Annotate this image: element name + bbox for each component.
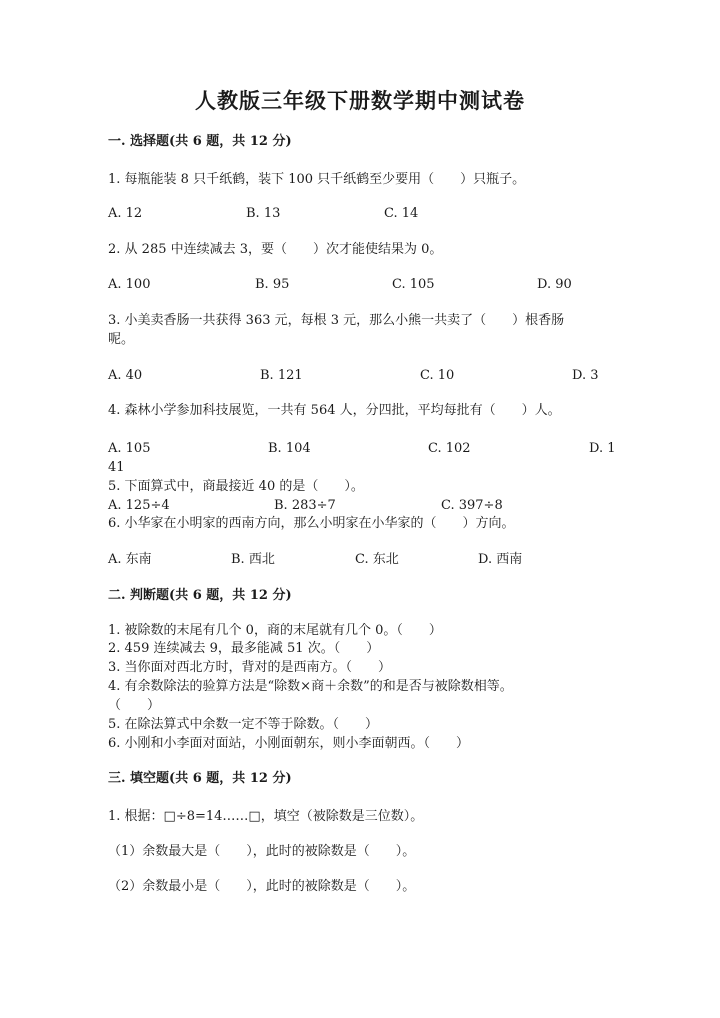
question-text: （1）余数最大是（ ），此时的被除数是（ ）。: [108, 844, 416, 859]
answer-bracket: （ ）: [108, 698, 161, 713]
option: C. 105: [392, 277, 435, 292]
option: B. 95: [255, 277, 290, 292]
question-text: 4. 森林小学参加科技展览，一共有 564 人，分四批，平均每批有（ ）人。: [108, 403, 561, 418]
option: A. 100: [108, 277, 151, 292]
option: C. 102: [428, 441, 471, 456]
question-text: （2）余数最小是（ ），此时的被除数是（ ）。: [108, 879, 416, 894]
option: D. 90: [537, 277, 572, 292]
option: D. 3: [572, 368, 599, 383]
option: B. 104: [268, 441, 311, 456]
question-text-wrap: 呢。: [108, 332, 135, 347]
question-text: 1. 每瓶能装 8 只千纸鹤，装下 100 只千纸鹤至少要用（ ）只瓶子。: [108, 172, 526, 187]
option: C. 10: [420, 368, 455, 383]
question-text: 2. 从 285 中连续减去 3，要（ ）次才能使结果为 0。: [108, 242, 443, 257]
question-text: 2. 459 连续减去 9，最多能减 51 次。（ ）: [108, 641, 380, 656]
option: D. 1: [589, 441, 616, 456]
section-heading-judge: 二. 判断题(共 6 题，共 12 分): [108, 588, 292, 603]
section-heading-fill: 三. 填空题(共 6 题，共 12 分): [108, 771, 292, 786]
option: C. 397÷8: [441, 498, 503, 513]
option: A. 125÷4: [108, 498, 170, 513]
question-text: 3. 当你面对西北方时，背对的是西南方。（ ）: [108, 660, 392, 675]
question-text: 4. 有余数除法的验算方法是“除数×商＋余数”的和是否与被除数相等。: [108, 679, 513, 694]
question-text: 6. 小刚和小李面对面站，小刚面朝东，则小李面朝西。（ ）: [108, 736, 470, 751]
option: B. 13: [246, 206, 281, 221]
option: A. 105: [108, 441, 151, 456]
option: C. 14: [384, 206, 419, 221]
option: B. 西北: [231, 552, 275, 567]
question-text: 5. 在除法算式中余数一定不等于除数。（ ）: [108, 717, 379, 732]
question-text: 6. 小华家在小明家的西南方向，那么小明家在小华家的（ ）方向。: [108, 516, 515, 531]
question-text: 3. 小美卖香肠一共获得 363 元，每根 3 元，那么小熊一共卖了（ ）根香肠: [108, 313, 565, 328]
question-text: 1. 被除数的末尾有几个 0，商的末尾就有几个 0。（ ）: [108, 623, 442, 638]
page-title: 人教版三年级下册数学期中测试卷: [195, 88, 525, 113]
option: A. 12: [108, 206, 143, 221]
question-text: 5. 下面算式中，商最接近 40 的是（ ）。: [108, 479, 364, 494]
section-heading-choice: 一. 选择题(共 6 题，共 12 分): [108, 134, 292, 149]
option: A. 40: [108, 368, 143, 383]
option-wrap: 41: [108, 460, 125, 475]
option: A. 东南: [108, 552, 152, 567]
option: C. 东北: [355, 552, 399, 567]
option: B. 283÷7: [274, 498, 336, 513]
option: B. 121: [260, 368, 303, 383]
option: D. 西南: [478, 552, 523, 567]
question-text: 1. 根据：□÷8=14……□，填空（被除数是三位数）。: [108, 809, 424, 824]
